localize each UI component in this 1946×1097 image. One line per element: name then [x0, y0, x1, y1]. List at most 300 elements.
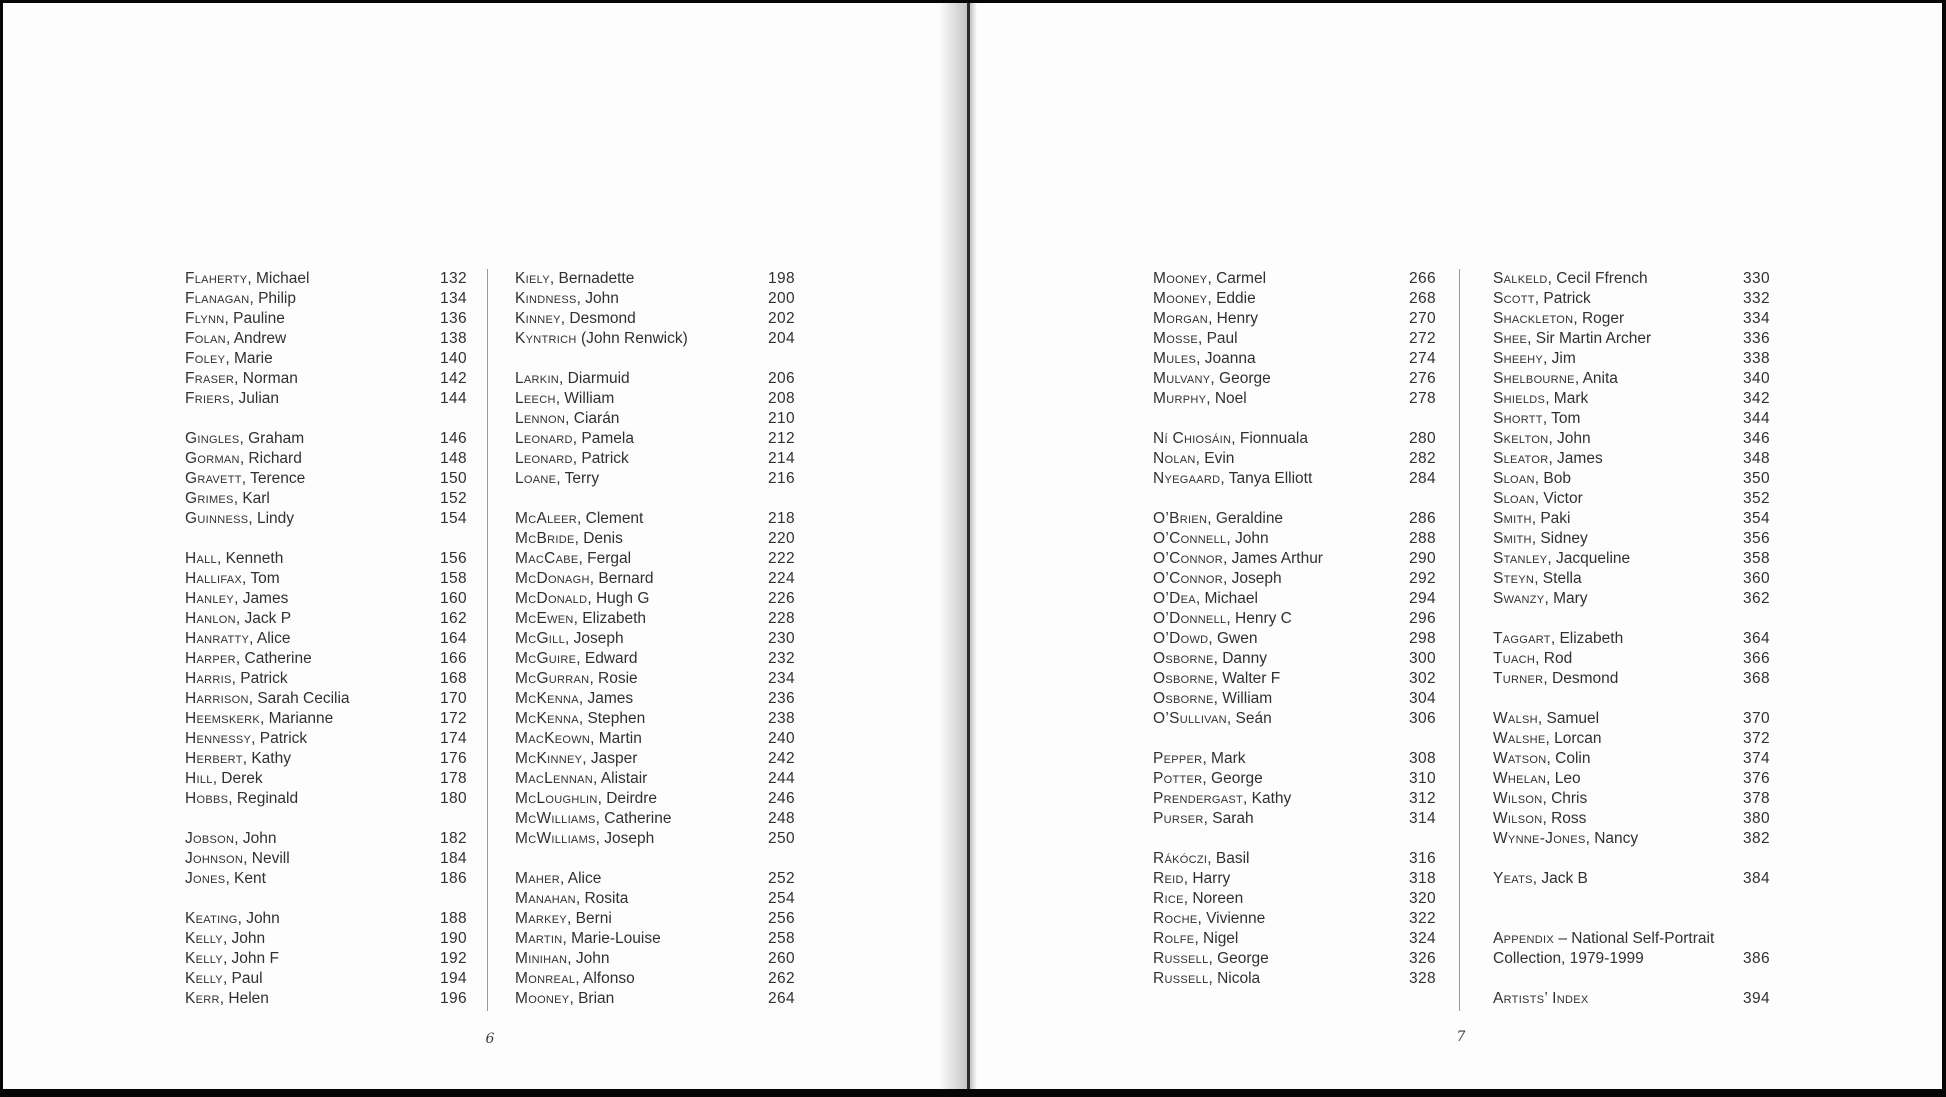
entry-name: Hanratty, Alice — [185, 630, 291, 647]
entry-name: Scott, Patrick — [1493, 290, 1591, 307]
index-entry — [1153, 369, 1436, 389]
entry-page-ref: 348 — [1742, 450, 1770, 467]
entry-name: McGuire, Edward — [515, 650, 638, 667]
index-entry — [1493, 629, 1770, 649]
entry-page-ref: 280 — [1408, 430, 1436, 447]
entry-page-ref: 304 — [1408, 690, 1436, 707]
entry-name: McLoughlin, Deirdre — [515, 790, 658, 807]
index-entry — [515, 409, 795, 429]
entry-page-ref: 226 — [767, 590, 795, 607]
index-entry — [185, 329, 467, 349]
index-entry — [185, 869, 467, 889]
index-letter-group — [185, 269, 467, 409]
index-entry — [185, 649, 467, 669]
index-entry — [1153, 469, 1436, 489]
index-entry — [1153, 809, 1436, 829]
index-entry — [185, 769, 467, 789]
entry-page-ref: 346 — [1742, 430, 1770, 447]
entry-name: Maher, Alice — [515, 870, 602, 887]
entry-page-ref: 380 — [1742, 810, 1770, 827]
entry-page-ref: 378 — [1742, 790, 1770, 807]
entry-name: Kindness, John — [515, 290, 619, 307]
entry-page-ref: 238 — [767, 710, 795, 727]
entry-page-ref: 292 — [1408, 570, 1436, 587]
entry-name: Harper, Catherine — [185, 650, 312, 667]
entry-page-ref: 196 — [439, 990, 467, 1007]
index-letter-group — [1153, 269, 1436, 409]
entry-name: Walshe, Lorcan — [1493, 730, 1602, 747]
index-entry — [515, 789, 795, 809]
index-entry — [185, 989, 467, 1009]
entry-page-ref: 260 — [767, 950, 795, 967]
entry-page-ref: 334 — [1742, 310, 1770, 327]
index-letter-group — [1153, 749, 1436, 829]
entry-page-ref: 270 — [1408, 310, 1436, 327]
index-letter-group — [515, 269, 795, 349]
entry-page-ref: 324 — [1408, 930, 1436, 947]
entry-name: McDonald, Hugh G — [515, 590, 650, 607]
entry-name: McEwen, Elizabeth — [515, 610, 647, 627]
index-entry — [515, 389, 795, 409]
entry-page-ref: 306 — [1408, 710, 1436, 727]
entry-name: Morgan, Henry — [1153, 310, 1259, 327]
entry-name: Flaherty, Michael — [185, 270, 310, 287]
index-entry — [185, 429, 467, 449]
index-entry — [185, 489, 467, 509]
index-entry — [1493, 789, 1770, 809]
index-entry — [185, 729, 467, 749]
entry-page-ref: 310 — [1408, 770, 1436, 787]
entry-page-ref: 246 — [767, 790, 795, 807]
entry-page-ref: 230 — [767, 630, 795, 647]
entry-name: Potter, George — [1153, 770, 1263, 787]
entry-name: Prendergast, Kathy — [1153, 790, 1292, 807]
entry-name: Murphy, Noel — [1153, 390, 1247, 407]
entry-name: Fraser, Norman — [185, 370, 298, 387]
entry-page-ref: 296 — [1408, 610, 1436, 627]
entry-name: Leonard, Pamela — [515, 430, 634, 447]
entry-name: Shee, Sir Martin Archer — [1493, 330, 1652, 347]
index-entry — [185, 929, 467, 949]
index-entry — [185, 909, 467, 929]
index-letter-group — [1493, 929, 1770, 969]
index-letter-group — [515, 369, 795, 489]
entry-page-ref: 360 — [1742, 570, 1770, 587]
entry-page-ref: 134 — [439, 290, 467, 307]
index-entry — [1153, 449, 1436, 469]
index-entry — [1153, 649, 1436, 669]
entry-name: Ní Chiosáin, Fionnuala — [1153, 430, 1308, 447]
entry-page-ref: 314 — [1408, 810, 1436, 827]
index-entry — [515, 969, 795, 989]
entry-name: Leonard, Patrick — [515, 450, 629, 467]
index-entry — [515, 329, 795, 349]
index-entry — [185, 369, 467, 389]
entry-page-ref: 256 — [767, 910, 795, 927]
entry-name: Foley, Marie — [185, 350, 273, 367]
index-entry — [1153, 429, 1436, 449]
index-entry — [1493, 769, 1770, 789]
index-entry — [185, 509, 467, 529]
entry-page-ref: 132 — [439, 270, 467, 287]
entry-name: Herbert, Kathy — [185, 750, 291, 767]
entry-name: Salkeld, Cecil Ffrench — [1493, 270, 1648, 287]
entry-name: Shortt, Tom — [1493, 410, 1581, 427]
entry-page-ref: 242 — [767, 750, 795, 767]
entry-page-ref: 258 — [767, 930, 795, 947]
index-entry — [515, 729, 795, 749]
index-entry — [1493, 449, 1770, 469]
entry-name: Shackleton, Roger — [1493, 310, 1625, 327]
entry-name: Rice, Noreen — [1153, 890, 1244, 907]
entry-page-ref: 142 — [439, 370, 467, 387]
entry-name: Hanley, James — [185, 590, 289, 607]
index-entry — [1493, 829, 1770, 849]
entry-name: MacCabe, Fergal — [515, 550, 632, 567]
index-entry — [515, 929, 795, 949]
index-entry — [1493, 349, 1770, 369]
entry-page-ref: 192 — [439, 950, 467, 967]
entry-name: Watson, Colin — [1493, 750, 1591, 767]
index-entry — [515, 669, 795, 689]
entry-name: McAleer, Clement — [515, 510, 644, 527]
entry-page-ref: 326 — [1408, 950, 1436, 967]
entry-page-ref: 266 — [1408, 270, 1436, 287]
entry-page-ref: 288 — [1408, 530, 1436, 547]
entry-name: Pepper, Mark — [1153, 750, 1246, 767]
index-entry — [1493, 269, 1770, 289]
entry-page-ref: 156 — [439, 550, 467, 567]
index-entry — [185, 609, 467, 629]
index-entry — [1153, 709, 1436, 729]
entry-page-ref: 194 — [439, 970, 467, 987]
index-letter-group — [515, 509, 795, 849]
entry-page-ref: 302 — [1408, 670, 1436, 687]
entry-page-ref: 386 — [1742, 950, 1770, 967]
entry-page-ref: 312 — [1408, 790, 1436, 807]
entry-page-ref: 358 — [1742, 550, 1770, 567]
entry-name: Rolfe, Nigel — [1153, 930, 1239, 947]
entry-page-ref: 354 — [1742, 510, 1770, 527]
entry-page-ref: 274 — [1408, 350, 1436, 367]
index-entry — [1493, 309, 1770, 329]
index-entry — [1153, 389, 1436, 409]
entry-page-ref: 236 — [767, 690, 795, 707]
entry-name: Markey, Berni — [515, 910, 612, 927]
index-entry — [1493, 989, 1770, 1009]
entry-page-ref: 370 — [1742, 710, 1770, 727]
index-entry — [1153, 629, 1436, 649]
entry-name: Purser, Sarah — [1153, 810, 1254, 827]
index-letter-group — [1493, 709, 1770, 849]
entry-page-ref: 140 — [439, 350, 467, 367]
entry-name: Mooney, Brian — [515, 990, 615, 1007]
entry-name: Jones, Kent — [185, 870, 266, 887]
entry-page-ref: 228 — [767, 610, 795, 627]
entry-name: Kelly, John — [185, 930, 266, 947]
index-entry — [1493, 489, 1770, 509]
index-entry — [515, 449, 795, 469]
entry-page-ref: 272 — [1408, 330, 1436, 347]
index-entry — [515, 269, 795, 289]
index-entry — [1493, 749, 1770, 769]
index-entry — [1493, 369, 1770, 389]
index-entry — [185, 389, 467, 409]
entry-page-ref: 244 — [767, 770, 795, 787]
entry-page-ref: 268 — [1408, 290, 1436, 307]
entry-page-ref: 200 — [767, 290, 795, 307]
entry-name: Kelly, Paul — [185, 970, 263, 987]
entry-name: Mules, Joanna — [1153, 350, 1256, 367]
index-entry — [185, 849, 467, 869]
index-letter-group — [185, 429, 467, 529]
entry-name: Wilson, Chris — [1493, 790, 1588, 807]
book-spread — [3, 3, 1942, 1089]
index-entry — [185, 469, 467, 489]
entry-page-ref: 148 — [439, 450, 467, 467]
index-entry — [515, 549, 795, 569]
entry-page-ref: 290 — [1408, 550, 1436, 567]
entry-page-ref: 254 — [767, 890, 795, 907]
index-entry — [1153, 289, 1436, 309]
index-entry — [185, 749, 467, 769]
entry-page-ref: 338 — [1742, 350, 1770, 367]
entry-page-ref: 252 — [767, 870, 795, 887]
entry-name: Smith, Paki — [1493, 510, 1571, 527]
index-entry — [1493, 869, 1770, 889]
index-entry — [515, 869, 795, 889]
index-entry — [185, 289, 467, 309]
entry-page-ref: 210 — [767, 410, 795, 427]
entry-page-ref: 178 — [439, 770, 467, 787]
entry-page-ref: 198 — [767, 270, 795, 287]
entry-name: Wynne-Jones, Nancy — [1493, 830, 1639, 847]
entry-name: Guinness, Lindy — [185, 510, 295, 527]
entry-name: Artists’ Index — [1493, 990, 1589, 1007]
entry-name: Collection, 1979-1999 — [1493, 950, 1644, 967]
entry-name: Nyegaard, Tanya Elliott — [1153, 470, 1313, 487]
index-entry — [185, 569, 467, 589]
entry-name: Sloan, Victor — [1493, 490, 1583, 507]
entry-name: O’Sullivan, Seán — [1153, 710, 1272, 727]
entry-name: McWilliams, Joseph — [515, 830, 655, 847]
entry-name: McKinney, Jasper — [515, 750, 638, 767]
entry-page-ref: 164 — [439, 630, 467, 647]
entry-name: O’Dea, Michael — [1153, 590, 1258, 607]
index-entry — [1493, 549, 1770, 569]
entry-name: Osborne, Danny — [1153, 650, 1268, 667]
entry-page-ref: 316 — [1408, 850, 1436, 867]
index-entry — [1493, 429, 1770, 449]
entry-page-ref: 322 — [1408, 910, 1436, 927]
entry-page-ref: 166 — [439, 650, 467, 667]
index-entry — [185, 689, 467, 709]
index-entry — [515, 829, 795, 849]
entry-name: McKenna, Stephen — [515, 710, 646, 727]
index-entry — [1153, 929, 1436, 949]
index-entry — [185, 789, 467, 809]
entry-name: Osborne, Walter F — [1153, 670, 1281, 687]
index-entry — [1493, 669, 1770, 689]
index-entry — [185, 949, 467, 969]
entry-name: Flanagan, Philip — [185, 290, 296, 307]
entry-page-ref: 276 — [1408, 370, 1436, 387]
index-entry — [1153, 689, 1436, 709]
index-entry — [185, 629, 467, 649]
entry-name: Martin, Marie-Louise — [515, 930, 661, 947]
page-gutter-shadow — [939, 3, 967, 1089]
index-letter-group — [1153, 509, 1436, 729]
entry-name: Gorman, Richard — [185, 450, 302, 467]
index-entry — [1493, 569, 1770, 589]
entry-page-ref: 204 — [767, 330, 795, 347]
entry-page-ref: 342 — [1742, 390, 1770, 407]
index-entry — [1153, 529, 1436, 549]
entry-page-ref: 184 — [439, 850, 467, 867]
index-entry — [1153, 509, 1436, 529]
entry-page-ref: 162 — [439, 610, 467, 627]
entry-page-ref: 262 — [767, 970, 795, 987]
index-letter-group — [1493, 869, 1770, 889]
entry-page-ref: 376 — [1742, 770, 1770, 787]
index-letter-group — [1493, 989, 1770, 1009]
entry-page-ref: 202 — [767, 310, 795, 327]
entry-page-ref: 366 — [1742, 650, 1770, 667]
entry-name: Harrison, Sarah Cecilia — [185, 690, 350, 707]
entry-page-ref: 308 — [1408, 750, 1436, 767]
entry-page-ref: 222 — [767, 550, 795, 567]
entry-page-ref: 248 — [767, 810, 795, 827]
index-column-right-2 — [1493, 269, 1770, 1009]
entry-name: Appendix – National Self-Portrait — [1493, 930, 1715, 947]
index-letter-group — [1493, 629, 1770, 689]
entry-name: Kiely, Bernadette — [515, 270, 635, 287]
entry-page-ref: 374 — [1742, 750, 1770, 767]
entry-page-ref: 190 — [439, 930, 467, 947]
index-entry — [1153, 749, 1436, 769]
entry-name: MacKeown, Martin — [515, 730, 642, 747]
index-entry — [515, 809, 795, 829]
entry-page-ref: 180 — [439, 790, 467, 807]
entry-name: Gravett, Terence — [185, 470, 306, 487]
index-letter-group — [515, 869, 795, 1009]
entry-name: McBride, Denis — [515, 530, 623, 547]
entry-name: Yeats, Jack B — [1493, 870, 1588, 887]
index-entry — [1153, 869, 1436, 889]
entry-name: Nolan, Evin — [1153, 450, 1235, 467]
index-entry — [185, 709, 467, 729]
entry-name: McDonagh, Bernard — [515, 570, 654, 587]
entry-name: O’Dowd, Gwen — [1153, 630, 1258, 647]
entry-page-ref: 320 — [1408, 890, 1436, 907]
entry-name: Walsh, Samuel — [1493, 710, 1600, 727]
entry-name: Jobson, John — [185, 830, 277, 847]
entry-page-ref: 208 — [767, 390, 795, 407]
entry-name: Mulvany, George — [1153, 370, 1271, 387]
index-entry — [515, 749, 795, 769]
entry-page-ref: 146 — [439, 430, 467, 447]
entry-name: Turner, Desmond — [1493, 670, 1619, 687]
entry-name: Hall, Kenneth — [185, 550, 284, 567]
entry-name: McWilliams, Catherine — [515, 810, 672, 827]
entry-name: Roche, Vivienne — [1153, 910, 1266, 927]
index-entry — [1493, 329, 1770, 349]
index-entry — [515, 709, 795, 729]
entry-page-ref: 144 — [439, 390, 467, 407]
entry-page-ref: 394 — [1742, 990, 1770, 1007]
entry-page-ref: 286 — [1408, 510, 1436, 527]
entry-name: Flynn, Pauline — [185, 310, 285, 327]
index-entry — [1493, 289, 1770, 309]
entry-page-ref: 352 — [1742, 490, 1770, 507]
entry-name: Lennon, Ciarán — [515, 410, 620, 427]
index-column-left-2 — [515, 269, 795, 1009]
entry-page-ref: 206 — [767, 370, 795, 387]
index-letter-group — [1153, 849, 1436, 989]
page-number-right: 7 — [1456, 1029, 1466, 1045]
index-entry — [1493, 729, 1770, 749]
entry-name: Manahan, Rosita — [515, 890, 629, 907]
entry-page-ref: 282 — [1408, 450, 1436, 467]
entry-name: Hallifax, Tom — [185, 570, 280, 587]
entry-name: Monreal, Alfonso — [515, 970, 635, 987]
index-entry — [1493, 929, 1770, 949]
entry-page-ref: 300 — [1408, 650, 1436, 667]
index-entry — [515, 569, 795, 589]
index-entry — [515, 589, 795, 609]
entry-name: Friers, Julian — [185, 390, 280, 407]
entry-name: O’Brien, Geraldine — [1153, 510, 1284, 527]
entry-page-ref: 224 — [767, 570, 795, 587]
entry-name: Mooney, Eddie — [1153, 290, 1256, 307]
index-entry — [1493, 949, 1770, 969]
entry-page-ref: 294 — [1408, 590, 1436, 607]
entry-page-ref: 150 — [439, 470, 467, 487]
entry-name: Shields, Mark — [1493, 390, 1589, 407]
entry-name: Skelton, John — [1493, 430, 1591, 447]
index-entry — [515, 289, 795, 309]
column-divider-rule-left — [487, 269, 488, 1011]
entry-name: Sheehy, Jim — [1493, 350, 1576, 367]
entry-name: McGurran, Rosie — [515, 670, 638, 687]
entry-page-ref: 362 — [1742, 590, 1770, 607]
entry-page-ref: 136 — [439, 310, 467, 327]
entry-page-ref: 218 — [767, 510, 795, 527]
entry-name: Hobbs, Reginald — [185, 790, 299, 807]
entry-page-ref: 382 — [1742, 830, 1770, 847]
index-entry — [1153, 889, 1436, 909]
entry-page-ref: 344 — [1742, 410, 1770, 427]
index-entry — [1153, 769, 1436, 789]
entry-name: Mooney, Carmel — [1153, 270, 1267, 287]
entry-page-ref: 372 — [1742, 730, 1770, 747]
index-entry — [515, 469, 795, 489]
index-letter-group — [1493, 269, 1770, 609]
entry-page-ref: 220 — [767, 530, 795, 547]
entry-name: Russell, George — [1153, 950, 1269, 967]
index-entry — [1153, 949, 1436, 969]
index-entry — [1153, 589, 1436, 609]
entry-page-ref: 250 — [767, 830, 795, 847]
index-entry — [185, 549, 467, 569]
index-column-right-1 — [1153, 269, 1436, 989]
index-entry — [1493, 709, 1770, 729]
index-entry — [515, 909, 795, 929]
entry-name: Tuach, Rod — [1493, 650, 1573, 667]
index-entry — [515, 689, 795, 709]
index-entry — [1493, 509, 1770, 529]
entry-page-ref: 298 — [1408, 630, 1436, 647]
